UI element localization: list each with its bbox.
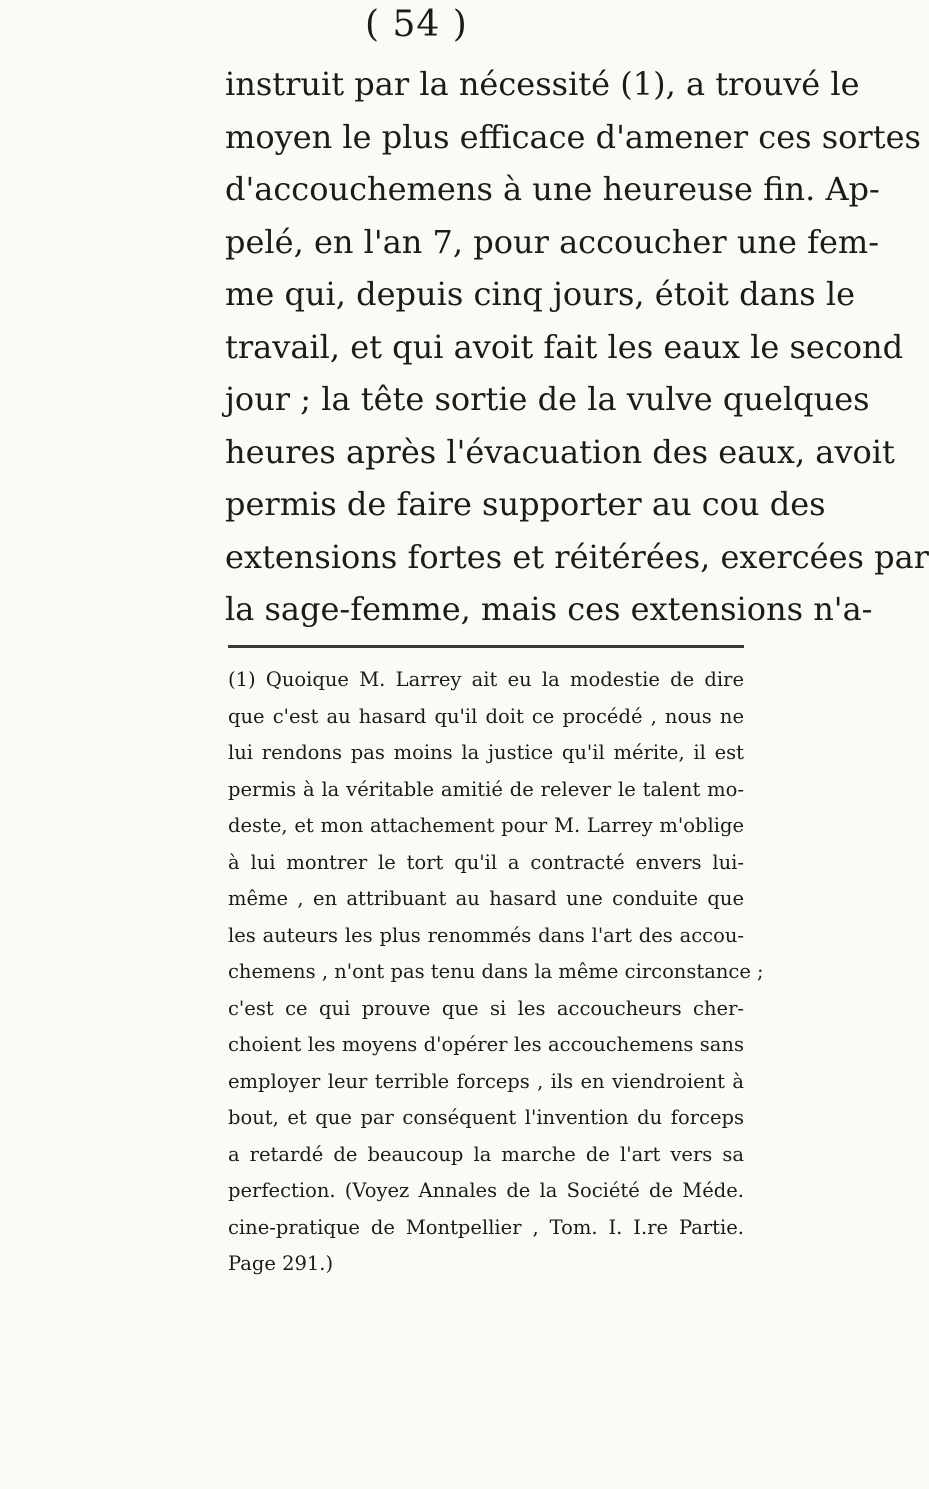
- text-line: pelé, en l'an 7, pour accoucher une fem-: [225, 222, 880, 261]
- footnote-divider: [228, 645, 744, 648]
- footnote-line: Page 291.): [228, 1252, 334, 1275]
- page-number: ( 54 ): [365, 4, 468, 45]
- footnote-line: c'est ce qui prouve que si les accoucheurs cher-: [228, 996, 744, 1020]
- footnote: [228, 662, 764, 1283]
- footnote-line: choient les moyens d'opérer les accouchemens sans: [228, 1033, 744, 1056]
- main-text: [225, 58, 929, 636]
- text-line: extensions fortes et réitérées, exercées par: [225, 537, 929, 576]
- footnote-line: a retardé de beaucoup la marche de l'art vers sa: [228, 1142, 744, 1166]
- text-line: travail, et qui avoit fait les eaux le second: [225, 327, 904, 366]
- footnote-line: que c'est au hasard qu'il doit ce procédé , nous ne: [228, 704, 744, 728]
- footnote-line: chemens , n'ont pas tenu dans la même circonstance ;: [228, 960, 764, 983]
- footnote-line: permis à la véritable amitié de relever le talent mo-: [228, 777, 744, 801]
- text-line: me qui, depuis cinq jours, étoit dans le: [225, 275, 856, 313]
- footnote-line: bout, et que par conséquent l'invention du forceps: [228, 1106, 744, 1129]
- footnote-line: deste, et mon attachement pour M. Larrey m'oblige: [228, 814, 744, 837]
- footnote-line: perfection. (Voyez Annales de la Société de Méde.: [228, 1179, 744, 1202]
- footnote-line: à lui montrer le tort qu'il a contracté envers lui-: [228, 850, 744, 874]
- footnote-line: employer leur terrible forceps , ils en viendroient à: [228, 1069, 744, 1093]
- text-line: heures après l'évacuation des eaux, avoit: [225, 432, 895, 471]
- text-line: la sage-femme, mais ces extensions n'a-: [225, 590, 873, 628]
- text-line: instruit par la nécessité (1), a trouvé le: [225, 65, 860, 103]
- footnote-line: cine-pratique de Montpellier , Tom. I. I.re Partie.: [228, 1215, 744, 1239]
- text-line: moyen le plus efficace d'amener ces sortes: [225, 117, 921, 156]
- footnote-line: lui rendons pas moins la justice qu'il mérite, il est: [228, 741, 744, 764]
- footnote-line: même , en attribuant au hasard une conduite que: [228, 887, 744, 910]
- text-line: jour ; la tête sortie de la vulve quelques: [225, 380, 870, 418]
- footnote-line: (1) Quoique M. Larrey ait eu la modestie de dire: [228, 668, 744, 691]
- text-line: permis de faire supporter au cou des: [225, 485, 826, 523]
- footnote-line: les auteurs les plus renommés dans l'art des accou-: [228, 923, 744, 947]
- text-line: d'accouchemens à une heureuse fin. Ap-: [225, 170, 880, 208]
